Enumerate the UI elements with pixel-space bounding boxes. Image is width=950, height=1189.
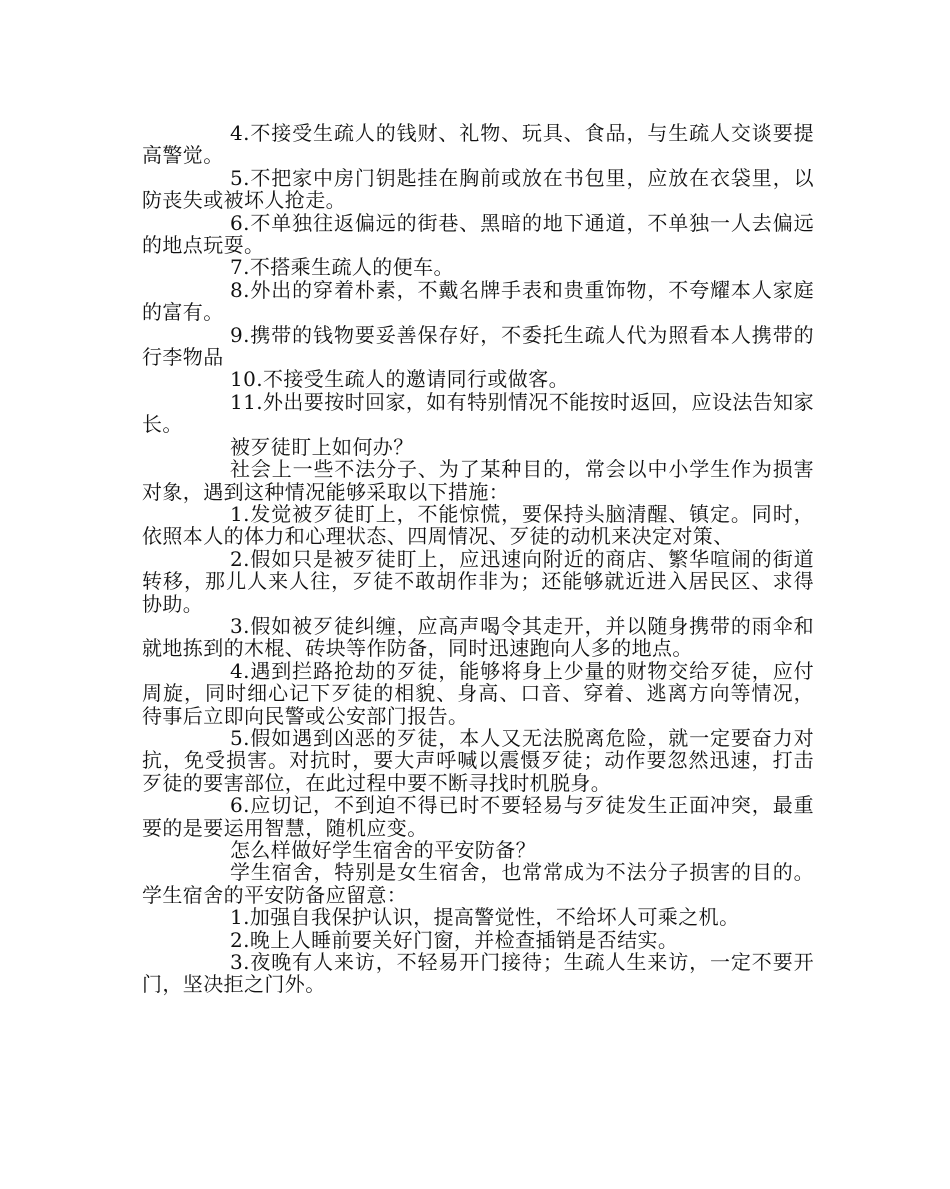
measure-item-6: 6.应切记，不到迫不得已时不要轻易与歹徒发生正面冲突，最重要的是要运用智慧，随机应变。 [142,793,814,840]
paragraph-item-8: 8.外出的穿着朴素，不戴名牌手表和贵重饰物，不夸耀本人家庭的富有。 [142,277,814,325]
section-heading-dormitory: 怎么样做好学生宿舍的平安防备？ [230,838,536,862]
paragraph-item-7: 7.不搭乘生疏人的便车。 [230,255,454,280]
section-heading-stalked: 被歹徒盯上如何办？ [230,434,414,459]
measure-item-1: 1.发觉被歹徒盯上，不能惊慌，要保持头脑清醒、镇定。同时，依照本人的体力和心理状态、四周情况、歹徒的动机来决定对策、 [142,501,814,549]
measure-item-3: 3.假如被歹徒纠缠，应高声喝令其走开，并以随身携带的雨伞和就地拣到的木棍、砖块等作防备，同时迅速跑向人多的地点。 [142,613,814,661]
dorm-item-2: 2.晚上人睡前要关好门窗，并检查插销是否结实。 [230,927,679,952]
paragraph-item-10: 10.不接受生疏人的邀请同行或做客。 [230,367,570,392]
section-intro-dormitory: 学生宿舍，特别是女生宿舍，也常常成为不法分子损害的目的。学生宿舍的平安防备应留意： [142,860,814,907]
dorm-item-1: 1.加强自我保护认识，提高警觉性，不给坏人可乘之机。 [230,905,740,930]
document-page [142,122,814,996]
paragraph-item-6: 6.不单独往返偏远的街巷、黑暗的地下通道，不单独一人去偏远的地点玩耍。 [142,210,814,258]
measure-item-4: 4.遇到拦路抢劫的歹徒，能够将身上少量的财物交给歹徒，应付周旋，同时细心记下歹徒的相貌、身高、口音、穿着、逃离方向等情况，待事后立即向民警或公安部门报告。 [142,658,814,728]
measure-item-2: 2.假如只是被歹徒盯上，应迅速向附近的商店、繁华喧闹的街道转移，那儿人来人往，歹徒不敢胡作非为；还能够就近进入居民区、求得协助。 [142,546,814,616]
paragraph-item-9: 9.携带的钱物要妥善保存好，不委托生疏人代为照看本人携带的行李物品 [142,322,814,370]
section-intro-stalked: 社会上一些不法分子、为了某种目的，常会以中小学生作为损害对象，遇到这种情况能够采取以下措施： [142,457,814,504]
paragraph-item-4: 4.不接受生疏人的钱财、礼物、玩具、食品，与生疏人交谈要提高警觉。 [142,121,814,168]
measure-item-5: 5.假如遇到凶恶的歹徒，本人又无法脱离危险，就一定要奋力对抗，免受损害。对抗时，要大声呼喊以震慑歹徒；动作要忽然迅速，打击歹徒的要害部位，在此过程中要不断寻找时机脱身。 [142,725,814,795]
dorm-item-3: 3.夜晚有人来访，不轻易开门接待；生疏人生来访，一定不要开门，坚决拒之门外。 [142,950,814,997]
paragraph-item-5: 5.不把家中房门钥匙挂在胸前或放在书包里，应放在衣袋里，以防丧失或被坏人抢走。 [142,165,814,213]
paragraph-item-11: 11.外出要按时回家，如有特别情况不能按时返回，应设法告知家长。 [142,389,814,437]
